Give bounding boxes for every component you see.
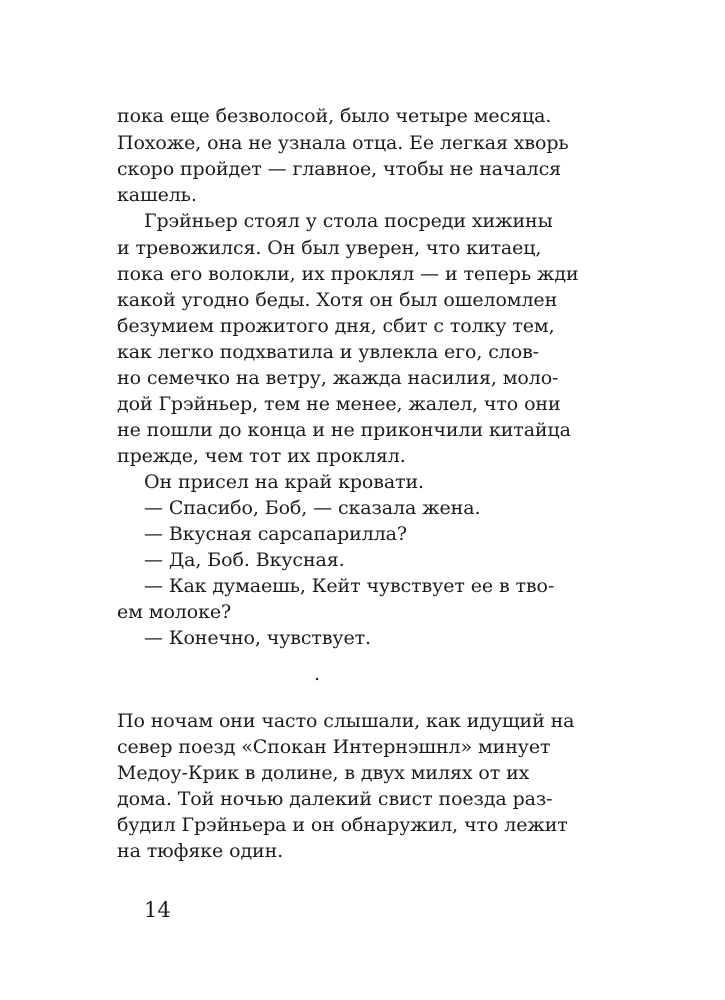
text-line: Похоже, она не узнала отца. Ее легкая хворь xyxy=(117,132,569,154)
text-line: По ночам они часто слышали, как идущий на xyxy=(117,710,575,732)
text-line: какой угодно беды. Хотя он был ошеломлен xyxy=(117,289,558,311)
section-break: . xyxy=(314,663,321,685)
text-line: кашель. xyxy=(117,184,197,206)
page-number: 14 xyxy=(144,898,171,922)
text-line: будил Грэйньера и он обнаружил, что лежит xyxy=(117,814,568,836)
text-line: но семечко на ветру, жажда насилия, моло- xyxy=(117,367,559,389)
text-line: Медоу-Крик в долине, в двух милях от их xyxy=(117,762,530,784)
text-line: Он присел на край кровати. xyxy=(144,471,424,493)
dialogue-line: ем молоке? xyxy=(117,601,232,623)
text-line: безумием прожитого дня, сбит с толку тем, xyxy=(117,315,555,337)
text-line: как легко подхватила и увлекла его, слов- xyxy=(117,341,539,363)
text-line: прежде, чем тот их проклял. xyxy=(117,445,406,467)
dialogue-line: — Спасибо, Боб, — сказала жена. xyxy=(144,497,481,519)
text-line: и тревожился. Он был уверен, что китаец, xyxy=(117,237,542,259)
text-line: дома. Той ночью далекий свист поезда раз- xyxy=(117,788,553,810)
text-line: север поезд «Спокан Интернэшнл» минует xyxy=(117,736,551,758)
text-line: дой Грэйньер, тем не менее, жалел, что они xyxy=(117,393,561,415)
text-line: на тюфяке один. xyxy=(117,840,284,862)
dialogue-line: — Конечно, чувствует. xyxy=(144,627,371,649)
text-line: скоро пройдет — главное, чтобы не начался xyxy=(117,158,562,180)
dialogue-line: — Да, Боб. Вкусная. xyxy=(144,549,345,571)
text-line: пока еще безволосой, было четыре месяца. xyxy=(117,105,552,127)
dialogue-line: — Как думаешь, Кейт чувствует ее в тво- xyxy=(144,575,555,597)
text-line: не пошли до конца и не прикончили китайца xyxy=(117,419,571,441)
text-line: Грэйньер стоял у стола посреди хижины xyxy=(144,210,553,232)
dialogue-line: — Вкусная сарсапарилла? xyxy=(144,523,407,545)
text-line: пока его волокли, их проклял — и теперь жди xyxy=(117,263,579,285)
